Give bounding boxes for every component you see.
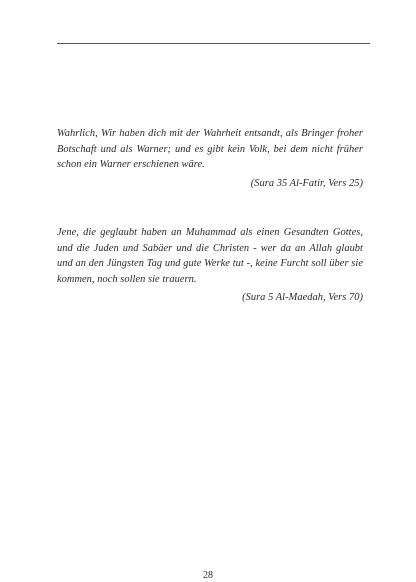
page-number: 28 [203, 570, 213, 581]
header-rule [57, 43, 370, 44]
quote-text: Jene, die geglaubt haben an Muhammad als einen Gesandten Gottes, und die Juden und Sabäer und die Christen - wer da an Allah glaubt und an den Jüngsten Tag und gute Werke tut -, keine Furcht soll über sie kommen, noch sollen sie trauern. [57, 227, 363, 285]
quote-source: (Sura 5 Al-Maedah, Vers 70) [242, 292, 363, 304]
quote-block [57, 126, 363, 191]
quote-text: Wahrlich, Wir haben dich mit der Wahrheit entsandt, als Bringer froher Botschaft und als Warner; und es gibt kein Volk, bei dem nicht früher schon ein Warner erschienen wäre. [57, 128, 363, 171]
quote-source: (Sura 35 Al-Fatir, Vers 25) [250, 177, 363, 189]
quote-block [57, 225, 363, 306]
